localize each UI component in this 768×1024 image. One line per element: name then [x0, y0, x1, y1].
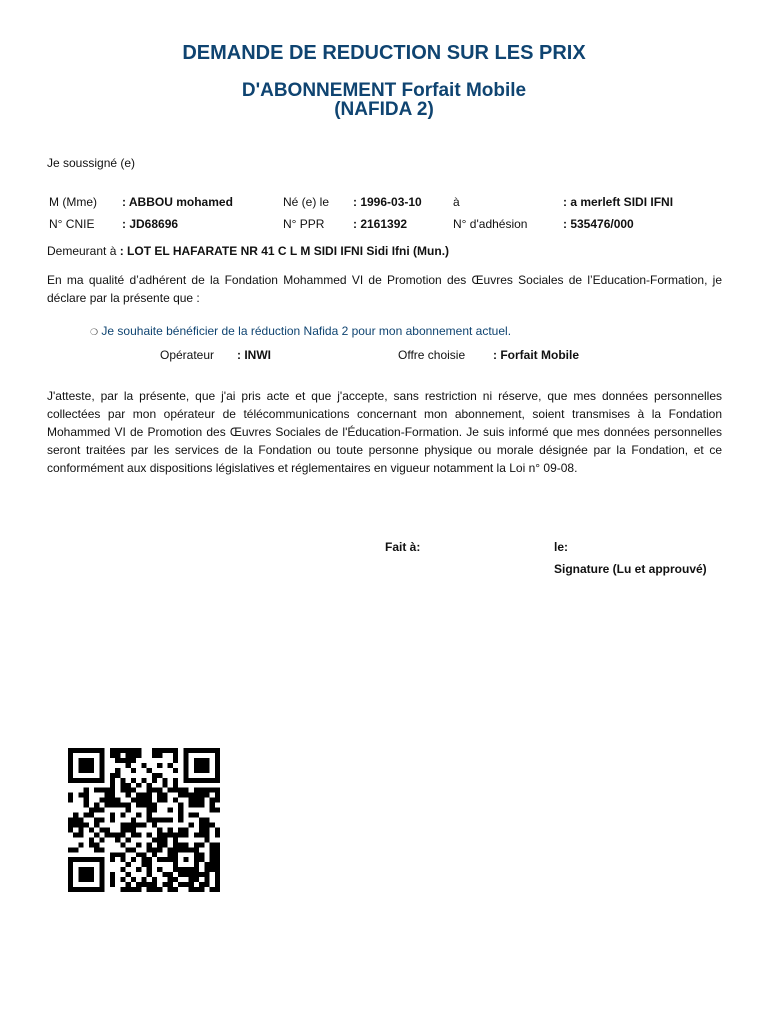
declaration-paragraph: En ma qualité d’adhérent de la Fondation Mohammed VI de Promotion des Œuvres Sociales de l’Education-Formation, je déclare par la présente que :	[47, 273, 722, 305]
ppr-value: : 2161392	[353, 217, 408, 231]
attestation-paragraph: J'atteste, par la présente, que j'ai pris acte et que j'accepte, sans restriction ni réserve, que mes données personnelles collectées par mon opérateur de télécommunications concernant mon abonnement, soient transmises à la Fondation Mohammed VI de Promotion des Œuvres Sociales de l'Éducation-Formation. Je suis informé que mes données personnelles seront traitées par les services de la Fondation ou toute personne physique ou morale désignée par la Fondation, et ce conformément aux dispositions législatives et réglementaires en vigueur notamment la Loi n° 09-08.	[47, 389, 722, 475]
cnie-label: N° CNIE	[49, 217, 95, 231]
name-value: : ABBOU mohamed	[122, 195, 233, 209]
operator-value: : INWI	[237, 348, 271, 362]
birth-date-label: Né (e) le	[283, 195, 330, 209]
address-label: Demeurant à	[47, 244, 120, 258]
choice-line	[90, 324, 511, 339]
birth-date-value: : 1996-03-10	[353, 195, 422, 209]
ppr-label: N° PPR	[283, 217, 325, 231]
offer-value: : Forfait Mobile	[493, 348, 579, 362]
name-label: M (Mme)	[49, 195, 97, 209]
address-value: : LOT EL HAFARATE NR 41 C L M SIDI IFNI Sidi Ifni (Mun.)	[119, 244, 450, 258]
qr-code-icon	[68, 748, 220, 892]
operator-label: Opérateur	[160, 348, 215, 362]
birth-place-label: à	[453, 195, 460, 209]
address-line	[47, 244, 449, 258]
offer-label: Offre choisie	[398, 348, 466, 362]
adhesion-value: : 535476/000	[563, 217, 634, 231]
intro-text: Je soussigné (e)	[47, 156, 136, 170]
radio-bullet-icon: ❍	[90, 327, 99, 337]
choice-text: Je souhaite bénéficier de la réduction Nafida 2 pour mon abonnement actuel.	[101, 324, 512, 338]
adhesion-label: N° d'adhésion	[453, 217, 528, 231]
fait-a-label: Fait à:	[385, 540, 421, 554]
document-subtitle-program: (NAFIDA 2)	[334, 99, 434, 120]
document-subtitle: D'ABONNEMENT Forfait Mobile	[241, 80, 527, 101]
date-label: le:	[554, 540, 569, 554]
signature-label: Signature (Lu et approuvé)	[554, 562, 707, 576]
qr-modules	[68, 748, 220, 892]
document-title: DEMANDE DE REDUCTION SUR LES PRIX	[182, 42, 586, 64]
birth-place-value: : a merleft SIDI IFNI	[563, 195, 674, 209]
cnie-value: : JD68696	[122, 217, 179, 231]
